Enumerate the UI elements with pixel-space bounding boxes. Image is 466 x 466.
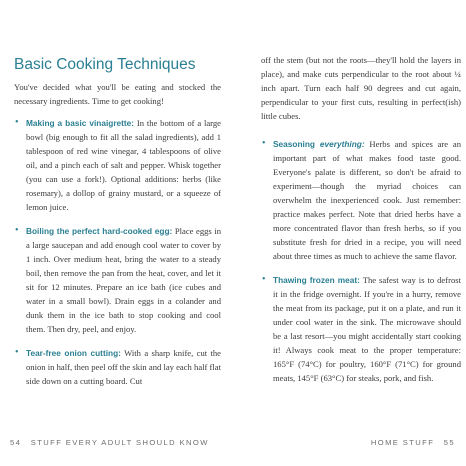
bullet-dot-icon: •: [262, 138, 266, 149]
item-text: Place eggs in a large saucepan and add enough cool water to cover by 1 inch. Over medium heat, bring the water to a steady boil, then remove the pan from the heat, cover, and let it sit for 12 minutes. Prepare an ice bath (ice cubes and water in a small bowl). Drain eggs in a colander and dunk them in the ice bath to stop cooking and cool them. Then dry, peel, and enjoy.: [26, 226, 221, 334]
continued-paragraph: off the stem (but not the roots—they'll hold the layers in place), and make cuts perpendicular to the root about ¼ inch apart. Turn each half 90 degrees and cut again, perpendicular to your first cuts, resulting in perfect(ish) little cubes.: [261, 55, 461, 121]
item-text: The safest way is to defrost it in the fridge overnight. If you're in a hurry, remove the meat from its package, put it on a plate, and run it under cool water in the sink. The microwave should be a last resort—you might accidentally start cooking it! Always cook meat to the proper temperature: 165°F (74°C) for poultry, 160°F (71°C) for ground meats, 145°F (63°C) for steaks, pork, and fish.: [273, 275, 461, 383]
technique-list: [261, 137, 461, 385]
bullet-dot-icon: •: [262, 274, 266, 285]
list-item-vinaigrette: [14, 116, 221, 214]
item-term-emphasis: everything:: [319, 139, 365, 149]
bullet-dot-icon: •: [15, 347, 19, 358]
list-item-seasoning: [261, 137, 461, 263]
item-text: In the bottom of a large bowl (big enough to fit all the salad ingredients), add 1 tablespoon of red wine vinegar, 4 tablespoons of olive oil, and a pinch each of salt and pepper. Whisk together (you can use a fork!). Optional additions: herbs (like rosemary), a dollop of grainy mustard, or a squeeze of lemon juice.: [26, 118, 221, 212]
item-term: Thawing frozen meat:: [273, 275, 360, 285]
item-text: Herbs and spices are an important part of what makes food taste good. Everyone's palate is different, so don't be afraid to experiment—though the myriad choices can overwhelm the inexperienced cook. Just remember: practice makes perfect. Note that dried herbs have a more concentrated flavor than fresh herbs, so if you substitute fresh for dried in a recipe, you will need about three times as much to achieve the same flavor.: [273, 139, 461, 261]
page-number: 54: [10, 438, 22, 447]
item-text: With a sharp knife, cut the onion in half, then peel off the skin and lay each half flat side down on a cutting board. Cut: [26, 348, 221, 386]
section-title: Basic Cooking Techniques: [14, 56, 196, 73]
list-item-onion-cutting: [14, 346, 221, 388]
item-term-prefix: Seasoning: [273, 139, 320, 149]
list-item-hard-cooked-egg: [14, 224, 221, 336]
item-term: [273, 139, 365, 149]
technique-list: [14, 116, 221, 388]
intro-paragraph: You've decided what you'll be eating and stocked the necessary ingredients. Time to get cooking!: [14, 82, 221, 106]
bullet-dot-icon: •: [15, 225, 19, 236]
list-item-thawing-meat: [261, 273, 461, 385]
running-head: STUFF EVERY ADULT SHOULD KNOW: [30, 438, 209, 447]
right-page: [233, 0, 466, 466]
item-term: Boiling the perfect hard-cooked egg:: [26, 226, 173, 236]
item-term: Making a basic vinaigrette:: [26, 118, 135, 128]
bullet-dot-icon: •: [15, 117, 19, 128]
right-folio: [371, 438, 455, 447]
item-term: Tear-free onion cutting:: [26, 348, 121, 358]
left-column: [14, 56, 221, 398]
left-folio: [10, 438, 209, 447]
right-column: [261, 53, 461, 395]
running-head: HOME STUFF: [370, 438, 435, 447]
page-number: 55: [443, 438, 455, 447]
